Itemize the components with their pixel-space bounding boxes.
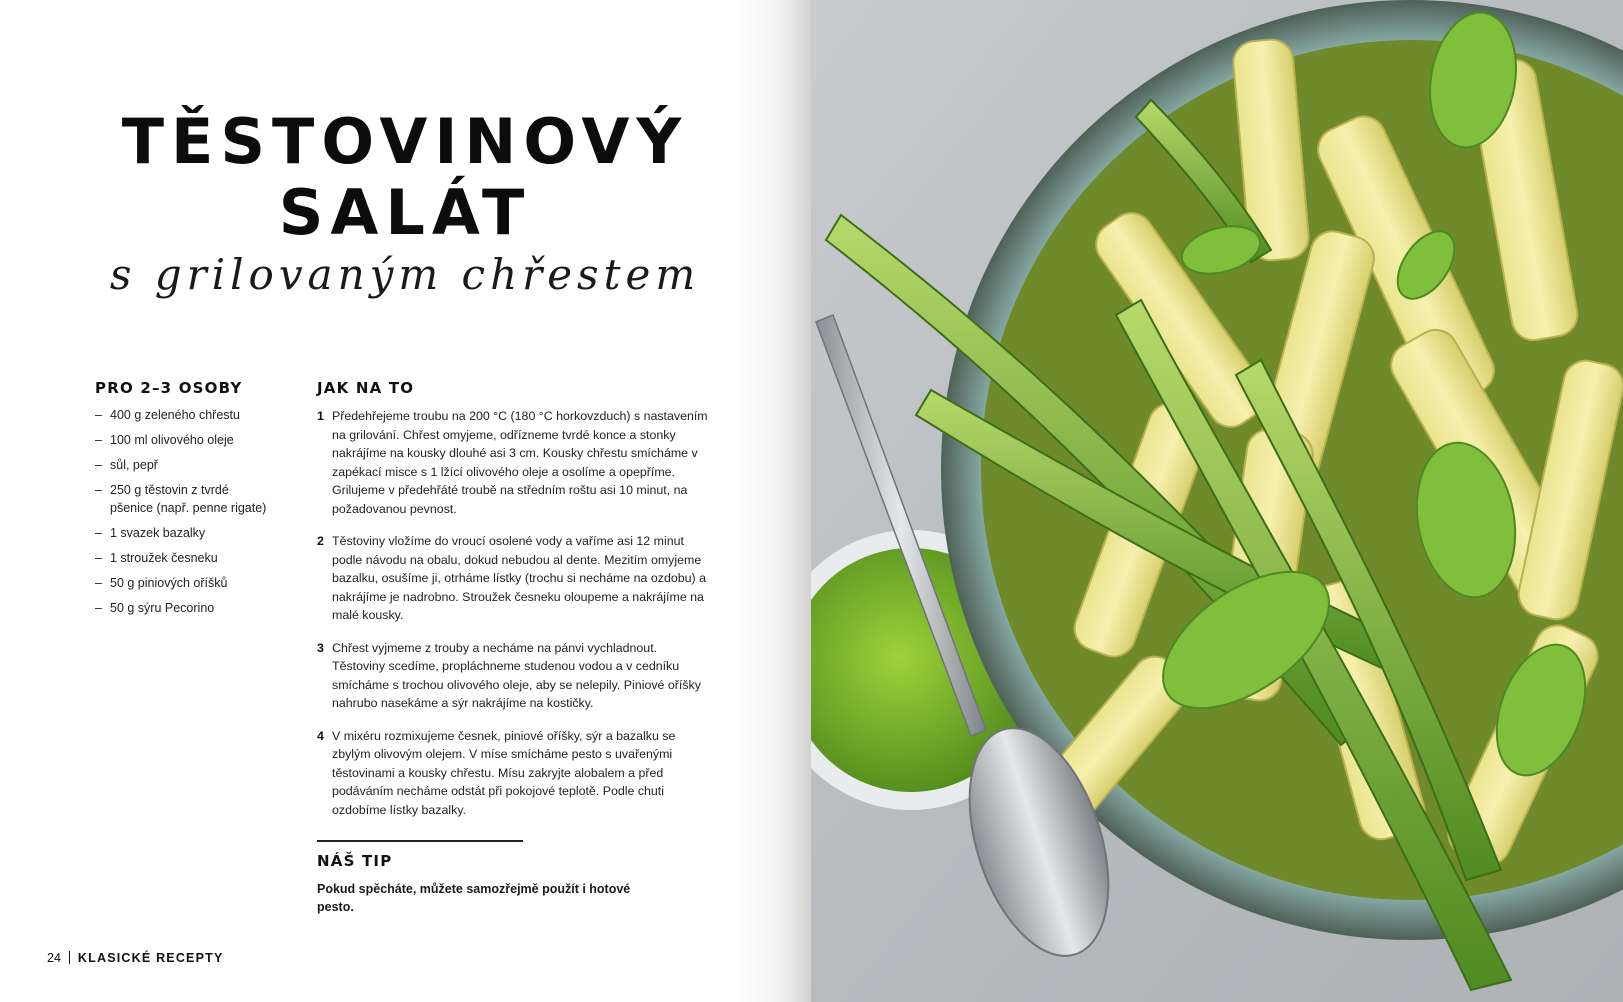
method-step	[317, 727, 709, 820]
tip-text: Pokud spěcháte, můžete samozřejmě použít i hotové pesto.	[317, 882, 631, 914]
ingredient-item: – 250 g těstovin z tvrdé pšenice (např. penne rigate)	[95, 481, 270, 517]
method-step	[317, 532, 709, 625]
method-step	[317, 639, 709, 713]
pasta-salad-photo	[811, 0, 1623, 1002]
method-steps	[317, 407, 709, 833]
recipe-page	[0, 0, 810, 1002]
method-step	[317, 407, 709, 518]
ingredient-item: – 1 stroužek česneku	[95, 549, 270, 567]
ingredients-list	[95, 406, 270, 624]
page-footer	[47, 951, 224, 965]
ingredient-item: – sůl, pepř	[95, 456, 270, 474]
section-name: KLASICKÉ RECEPTY	[77, 951, 224, 965]
method-heading: JAK NA TO	[317, 379, 415, 397]
recipe-title-line2: SALÁT	[278, 176, 532, 249]
footer-separator	[69, 951, 70, 964]
step-text: Chřest vyjmeme z trouby a necháme na pánvi vychladnout. Těstoviny scedíme, propláchneme studenou vodou a v cedníku smícháme s trochou olivového oleje, aby se nelepily. Piniové oříšky nahrubo nasekáme a sýr nakrájíme na kostičky.	[332, 640, 701, 710]
ingredient-item: – 50 g piniových oříšků	[95, 574, 270, 592]
step-number: 3	[317, 640, 324, 655]
ingredient-item: – 400 g zeleného chřestu	[95, 406, 270, 424]
tip-divider	[317, 840, 523, 842]
step-number: 4	[317, 728, 324, 743]
tip-heading: NÁŠ TIP	[317, 852, 393, 870]
ingredients-heading: PRO 2–3 OSOBY	[95, 379, 243, 397]
recipe-subtitle: s grilovaným chřestem	[109, 250, 701, 299]
ingredient-item: – 1 svazek bazalky	[95, 524, 270, 542]
step-text: Těstoviny vložíme do vroucí osolené vody a vaříme asi 12 minut podle návodu na obalu, dokud nebudou al dente. Mezitím omyjeme bazalku, osušíme ji, otrháme lístky (trochu si necháme na ozdobu) a nakrájíme je nadrobno. Stroužek česneku oloupeme a nakrájíme na malé kousky.	[332, 534, 706, 622]
ingredient-item: – 100 ml olivového oleje	[95, 431, 270, 449]
gutter-shadow	[735, 0, 811, 1002]
step-number: 1	[317, 409, 324, 423]
ingredient-item: – 50 g sýru Pecorino	[95, 599, 270, 617]
page-number: 24	[47, 951, 61, 965]
recipe-title-line1: TĚSTOVINOVÝ	[121, 105, 689, 178]
step-number: 2	[317, 534, 324, 548]
step-text: V mixéru rozmixujeme česnek, piniové oříšky, sýr a bazalku se zbylým olivovým olejem. V míse smícháme pesto s uvařenými těstovinami a kousky chřestu. Mísu zakryjte alobalem a před podáváním necháme odstát při pokojové teplotě. Podle chuti ozdobíme lístky bazalky.	[332, 728, 676, 817]
step-text: Předehřejeme troubu na 200 °C (180 °C horkovzduch) s nastavením na grilování. Chřest omyjeme, odřízneme tvrdé konce a stonky nakrájíme na kousky dlouhé asi 3 cm. Kousky chřestu smícháme v zapékací misce s 1 lžící olivového oleje a osolíme a opepříme. Grilujeme v předehřáté troubě na středním roštu asi 10 minut, na požadovanou pevnost.	[332, 409, 708, 516]
